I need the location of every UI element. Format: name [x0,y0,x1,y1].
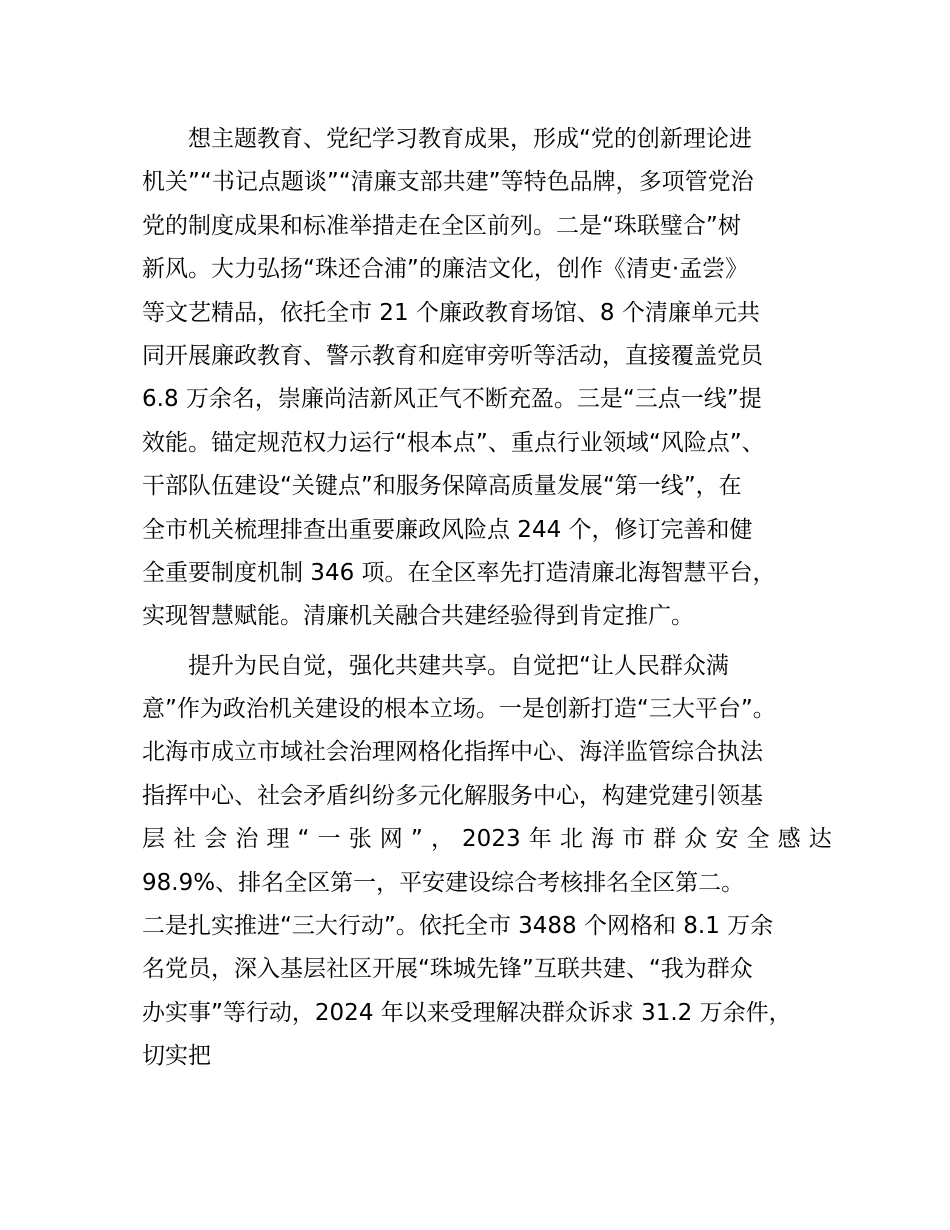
text-line: 98.9%、排名全区第一，平安建设综合考核排名全区第二。 [142,869,745,896]
text-line: 指挥中心、社会矛盾纠纷多元化解服务中心，构建党建引领基 [142,782,763,809]
paragraph [142,118,832,639]
text-line: 6.8 万余名，崇廉尚洁新风正气不断充盈。三是“三点一线”提 [142,386,762,413]
text-line-justified: 层 社 会 治 理 “ 一 张 网 ” ， 2023 年 北 海 市 群 众 安 全 感 达 [142,826,832,853]
text-line: 全市机关梳理排查出重要廉政风险点 244 个，修订完善和健 [142,516,753,543]
text-line: 新风。大力弘扬“珠还合浦”的廉洁文化，创作《清吏·孟尝》 [142,256,749,283]
text-line: 干部队伍建设“关键点”和服务保障高质量发展“第一线”，在 [142,473,742,500]
text-line: 党的制度成果和标准举措走在全区前列。二是“珠联璧合”树 [142,212,741,239]
text-line: 意”作为政治机关建设的根本立场。一是创新打造“三大平台”。 [142,696,776,723]
text-line: 办实事”等行动，2024 年以来受理解决群众诉求 31.2 万余件， [142,999,792,1026]
text-line: 机关”“书记点题谈”“清廉支部共建”等特色品牌，多项管党治 [142,169,754,196]
text-line: 二是扎实推进“三大行动”。依托全市 3488 个网格和 8.1 万余 [142,913,774,940]
text-line: 提升为民自觉，强化共建共享。自觉把“让人民群众满 [188,652,729,679]
text-line: 等文艺精品，依托全市 21 个廉政教育场馆、8 个清廉单元共 [142,299,760,326]
text-line: 切实把 [142,1043,211,1070]
text-line: 名党员，深入基层社区开展“珠城先锋”互联共建、“我为群众 [142,956,753,983]
paragraph [142,645,832,1079]
text-line: 全重要制度机制 346 项。在全区率先打造清廉北海智慧平台， [142,559,776,586]
text-line: 实现智慧赋能。清廉机关融合共建经验得到肯定推广。 [142,603,694,630]
text-line: 效能。锚定规范权力运行“根本点”、重点行业领域“风险点”、 [142,429,765,456]
document-body [142,118,832,1079]
text-line: 北海市成立市域社会治理网格化指挥中心、海洋监管综合执法 [142,739,763,766]
text-line: 同开展廉政教育、警示教育和庭审旁听等活动，直接覆盖党员 [142,342,763,369]
text-line: 想主题教育、党纪学习教育成果，形成“党的创新理论进 [188,126,752,152]
